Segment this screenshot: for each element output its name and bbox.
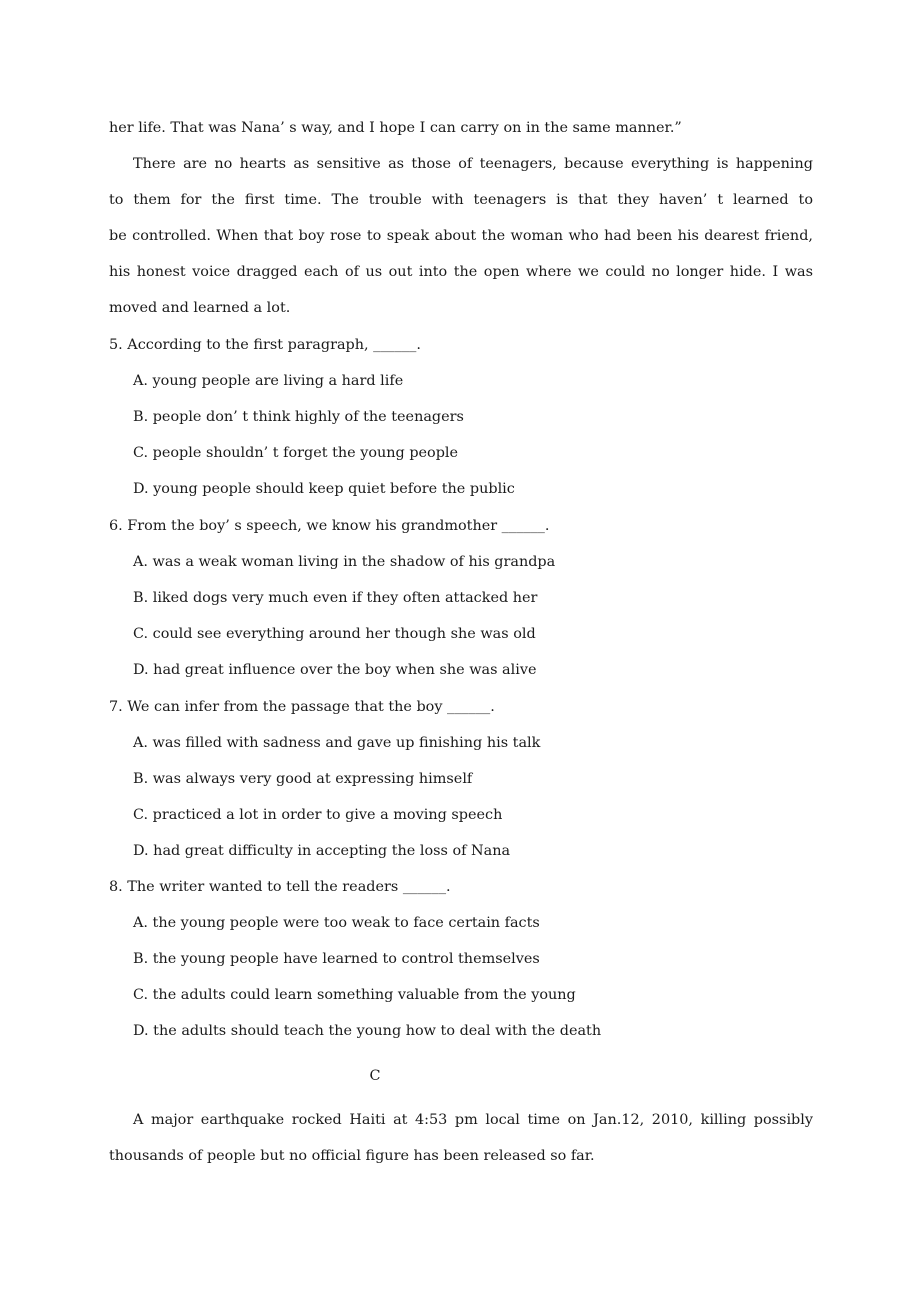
question-stem: 7. We can infer from the passage that the boy ______. xyxy=(109,699,495,715)
passage-line: thousands of people but no official figure has been released so far. xyxy=(109,1148,595,1164)
question-stem: 5. According to the first paragraph, ______. xyxy=(109,337,421,353)
passage-line: A major earthquake rocked Haiti at 4:53 pm local time on Jan.12, 2010, killing possibly xyxy=(133,1112,813,1128)
answer-option: D. had great difficulty in accepting the loss of Nana xyxy=(133,843,511,859)
answer-option: C. practiced a lot in order to give a moving speech xyxy=(133,807,503,823)
answer-option: D. had great influence over the boy when she was alive xyxy=(133,662,537,678)
answer-option: B. people don’ t think highly of the teenagers xyxy=(133,409,464,425)
question-stem: 8. The writer wanted to tell the readers ______. xyxy=(109,879,451,895)
passage-line: moved and learned a lot. xyxy=(109,300,291,316)
answer-option: A. the young people were too weak to face certain facts xyxy=(133,915,540,931)
answer-option: B. liked dogs very much even if they often attacked her xyxy=(133,590,538,606)
answer-option: B. was always very good at expressing himself xyxy=(133,771,473,787)
answer-option: C. the adults could learn something valuable from the young xyxy=(133,987,576,1003)
answer-option: C. could see everything around her though she was old xyxy=(133,626,536,642)
section-heading: C xyxy=(369,1068,381,1084)
answer-option: A. young people are living a hard life xyxy=(133,373,404,389)
passage-line: There are no hearts as sensitive as those of teenagers, because everything is happening xyxy=(133,156,813,172)
answer-option: A. was a weak woman living in the shadow of his grandpa xyxy=(133,554,556,570)
passage-line: to them for the first time. The trouble with teenagers is that they haven’ t learned to xyxy=(109,192,813,208)
passage-line: his honest voice dragged each of us out into the open where we could no longer hide. I was xyxy=(109,264,813,280)
passage-line: her life. That was Nana’ s way, and I hope I can carry on in the same manner.” xyxy=(109,120,682,136)
answer-option: C. people shouldn’ t forget the young people xyxy=(133,445,459,461)
answer-option: B. the young people have learned to control themselves xyxy=(133,951,540,967)
answer-option: A. was filled with sadness and gave up finishing his talk xyxy=(133,735,541,751)
answer-option: D. young people should keep quiet before the public xyxy=(133,481,515,497)
answer-option: D. the adults should teach the young how to deal with the death xyxy=(133,1023,602,1039)
question-stem: 6. From the boy’ s speech, we know his grandmother ______. xyxy=(109,518,550,534)
passage-line: be controlled. When that boy rose to speak about the woman who had been his dearest friend, xyxy=(109,228,813,244)
